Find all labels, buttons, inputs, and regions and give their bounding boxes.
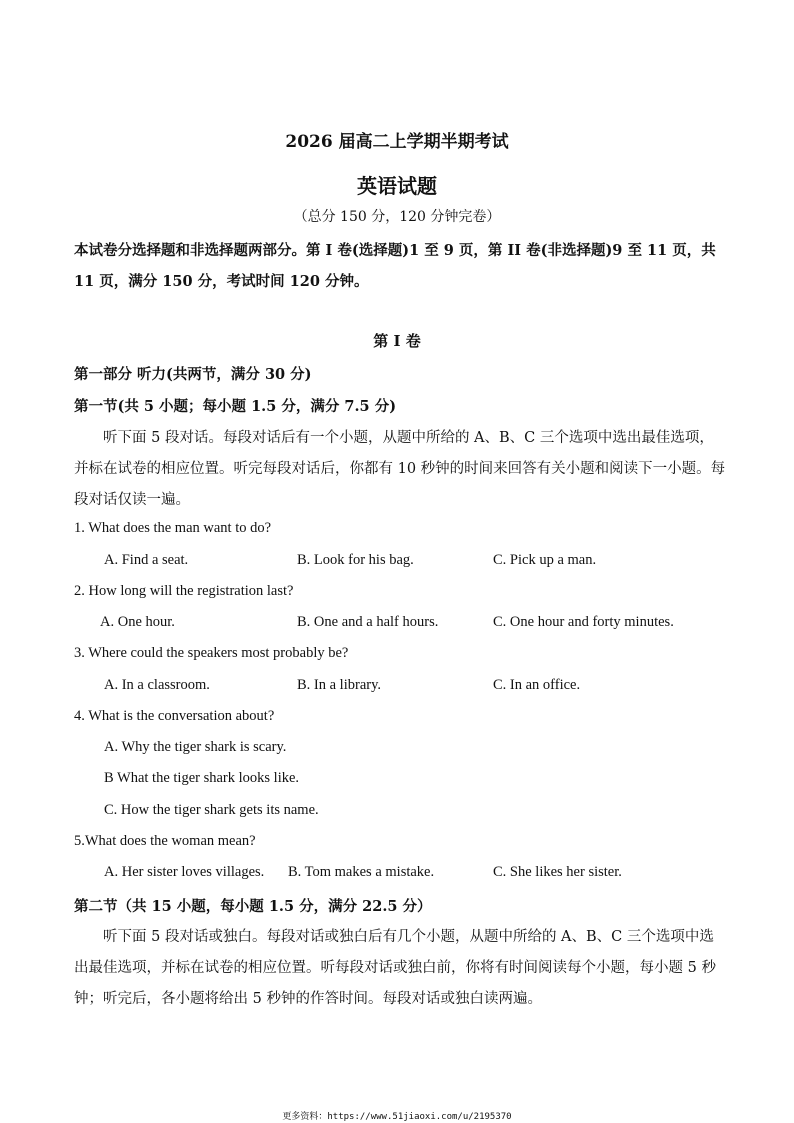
question-5-option-a[interactable]: A. Her sister loves villages. bbox=[104, 864, 265, 880]
question-4-stem: 4. What is the conversation about? bbox=[74, 708, 275, 724]
question-1-stem: 1. What does the man want to do? bbox=[74, 520, 272, 536]
question-1-option-a[interactable]: A. Find a seat. bbox=[104, 552, 189, 568]
question-4-option-a[interactable]: A. Why the tiger shark is scary. bbox=[104, 739, 287, 755]
question-5-option-b[interactable]: B. Tom makes a mistake. bbox=[288, 864, 435, 880]
question-1-option-c[interactable]: C. Pick up a man. bbox=[493, 552, 597, 568]
question-2-stem: 2. How long will the registration last? bbox=[74, 583, 294, 599]
exam-instructions: 本试卷分选择题和非选择题两部分。第 I 卷(选择题)1 至 9 页，第 II 卷(非选择题)9 至 11 页，共 11 页，满分 150 分，考试时间 120 分钟。 bbox=[74, 242, 716, 290]
exam-title: 2026 届高二上学期半期考试 bbox=[285, 132, 509, 152]
question-5-stem: 5.What does the woman mean? bbox=[74, 833, 256, 849]
section2-title: 第二节（共 15 小题，每小题 1.5 分，满分 22.5 分） bbox=[74, 898, 432, 915]
question-3-option-b[interactable]: B. In a library. bbox=[297, 677, 382, 693]
footer-link[interactable]: 更多资料：https://www.51jiaoxi.com/u/2195370 bbox=[282, 1112, 512, 1122]
section1-title: 第一节(共 5 小题；每小题 1.5 分，满分 7.5 分) bbox=[74, 398, 397, 415]
subject-title: 英语试题 bbox=[357, 174, 437, 198]
volume-heading: 第 I 卷 bbox=[373, 332, 421, 350]
question-4-option-b[interactable]: B What the tiger shark looks like. bbox=[104, 770, 300, 786]
question-2-option-c[interactable]: C. One hour and forty minutes. bbox=[493, 614, 674, 630]
score-note: （总分 150 分，120 分钟完卷） bbox=[293, 209, 501, 225]
question-3-option-a[interactable]: A. In a classroom. bbox=[104, 677, 210, 693]
question-3-stem: 3. Where could the speakers most probably be? bbox=[74, 645, 349, 661]
section1-directions: 听下面 5 段对话。每段对话后有一个小题，从题中所给的 A、B、C 三个选项中选出最佳选项，并标在试卷的相应位置。听完每段对话后，你都有 10 秒钟的时间来回答有关小题和阅读下一小题。每段对话仅读一遍。 bbox=[74, 430, 726, 508]
question-3-option-c[interactable]: C. In an office. bbox=[493, 677, 581, 693]
part1-title: 第一部分 听力(共两节，满分 30 分) bbox=[74, 366, 312, 383]
question-2-option-a[interactable]: A. One hour. bbox=[100, 614, 175, 630]
question-2-option-b[interactable]: B. One and a half hours. bbox=[297, 614, 439, 630]
question-4-option-c[interactable]: C. How the tiger shark gets its name. bbox=[104, 802, 319, 818]
question-1-option-b[interactable]: B. Look for his bag. bbox=[297, 552, 414, 568]
question-5-option-c[interactable]: C. She likes her sister. bbox=[493, 864, 622, 880]
section2-directions: 听下面 5 段对话或独白。每段对话或独白后有几个小题，从题中所给的 A、B、C 三个选项中选出最佳选项，并标在试卷的相应位置。听每段对话或独白前，你将有时间阅读每个小题，每小题 5 秒钟；听完后，各小题将给出 5 秒钟的作答时间。每段对话或独白读两遍。 bbox=[74, 929, 716, 1007]
